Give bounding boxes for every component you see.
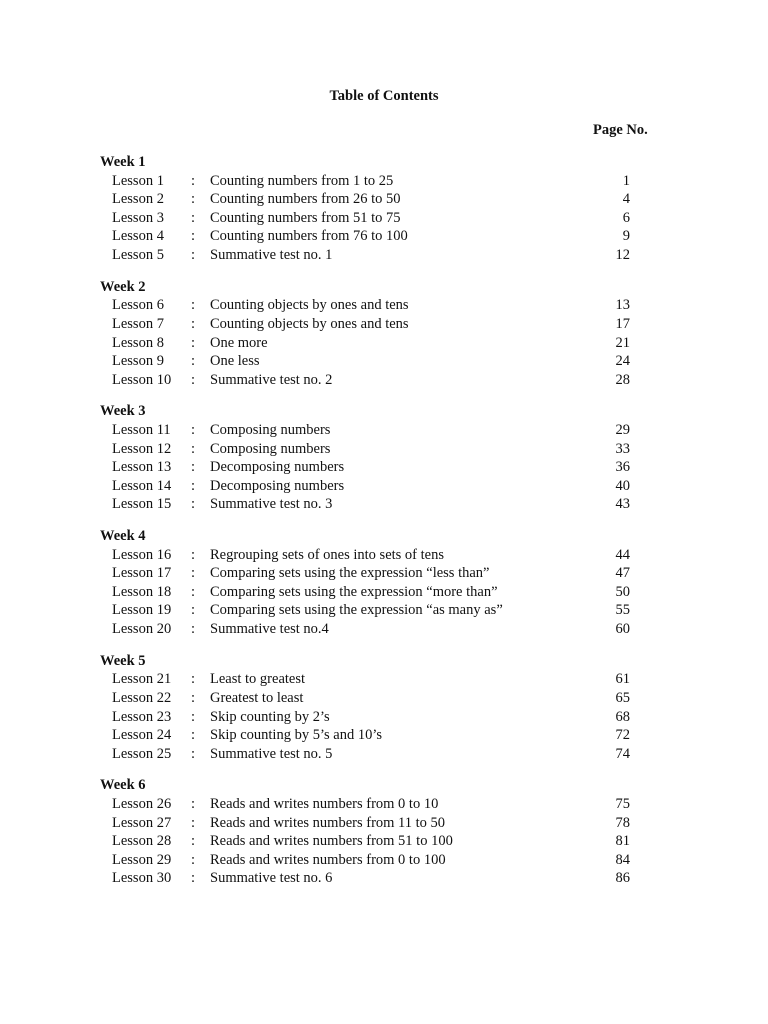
separator: : bbox=[191, 583, 196, 600]
lesson-title: Summative test no. 2 bbox=[210, 371, 333, 388]
lesson-title: Reads and writes numbers from 0 to 10 bbox=[210, 795, 439, 812]
toc-entry bbox=[0, 814, 768, 833]
separator: : bbox=[191, 371, 196, 388]
lesson-title: Comparing sets using the expression “more than” bbox=[210, 583, 498, 600]
lesson-title: Summative test no. 5 bbox=[210, 745, 333, 762]
page-number: 13 bbox=[615, 297, 630, 314]
lesson-title: Decomposing numbers bbox=[210, 477, 345, 494]
separator: : bbox=[191, 191, 196, 208]
separator: : bbox=[191, 228, 196, 245]
separator: : bbox=[191, 565, 196, 582]
lesson-number: Lesson 29 bbox=[112, 851, 172, 868]
lesson-number: Lesson 28 bbox=[112, 833, 172, 850]
lesson-title: Comparing sets using the expression “less than” bbox=[210, 565, 490, 582]
separator: : bbox=[191, 334, 196, 351]
toc-entry bbox=[0, 440, 768, 459]
lesson-title: Counting objects by ones and tens bbox=[210, 315, 409, 332]
lesson-number: Lesson 2 bbox=[112, 191, 164, 208]
page-number: 75 bbox=[615, 795, 630, 812]
separator: : bbox=[191, 745, 196, 762]
lesson-number: Lesson 27 bbox=[112, 814, 172, 831]
toc-entry bbox=[0, 371, 768, 390]
lesson-number: Lesson 30 bbox=[112, 870, 172, 887]
lesson-number: Lesson 4 bbox=[112, 228, 164, 245]
lesson-number: Lesson 26 bbox=[112, 795, 172, 812]
week-heading: Week 2 bbox=[100, 278, 146, 295]
lesson-title: Counting numbers from 76 to 100 bbox=[210, 228, 408, 245]
lesson-title: One less bbox=[210, 353, 260, 370]
separator: : bbox=[191, 602, 196, 619]
lesson-title: Summative test no. 6 bbox=[210, 870, 333, 887]
toc-entry bbox=[0, 246, 768, 265]
week-heading: Week 6 bbox=[100, 777, 146, 794]
separator: : bbox=[191, 477, 196, 494]
page-number: 44 bbox=[615, 546, 630, 563]
page-number: 43 bbox=[615, 496, 630, 513]
page-number: 68 bbox=[615, 708, 630, 725]
lesson-number: Lesson 25 bbox=[112, 745, 172, 762]
lesson-number: Lesson 16 bbox=[112, 546, 172, 563]
lesson-number: Lesson 1 bbox=[112, 172, 164, 189]
separator: : bbox=[191, 297, 196, 314]
week-heading: Week 3 bbox=[100, 403, 146, 420]
page-number: 65 bbox=[615, 689, 630, 706]
separator: : bbox=[191, 870, 196, 887]
toc-entry bbox=[0, 546, 768, 565]
week-section bbox=[0, 402, 768, 514]
separator: : bbox=[191, 795, 196, 812]
lesson-title: Decomposing numbers bbox=[210, 459, 345, 476]
lesson-title: Summative test no. 3 bbox=[210, 496, 333, 513]
lesson-number: Lesson 21 bbox=[112, 671, 172, 688]
page-number: 40 bbox=[615, 477, 630, 494]
week-section bbox=[0, 776, 768, 888]
week-section bbox=[0, 278, 768, 390]
lesson-title: One more bbox=[210, 334, 268, 351]
lesson-number: Lesson 17 bbox=[112, 565, 172, 582]
page-number: 29 bbox=[615, 422, 630, 438]
lesson-title: Reads and writes numbers from 0 to 100 bbox=[210, 851, 446, 868]
toc-entry bbox=[0, 495, 768, 514]
toc-entry bbox=[0, 172, 768, 191]
lesson-title: Reads and writes numbers from 51 to 100 bbox=[210, 833, 453, 850]
page-number: 1 bbox=[622, 172, 630, 189]
lesson-title: Composing numbers bbox=[210, 440, 331, 457]
separator: : bbox=[191, 440, 196, 457]
lesson-number: Lesson 13 bbox=[112, 459, 172, 476]
lesson-title: Counting numbers from 51 to 75 bbox=[210, 209, 401, 226]
page-number: 4 bbox=[622, 191, 630, 208]
separator: : bbox=[191, 172, 196, 189]
page-number: 47 bbox=[615, 565, 630, 582]
toc-entry bbox=[0, 564, 768, 583]
lesson-number: Lesson 3 bbox=[112, 209, 164, 226]
page-number: 33 bbox=[615, 440, 630, 457]
lesson-title: Comparing sets using the expression “as many as” bbox=[210, 602, 503, 619]
toc-entry bbox=[0, 832, 768, 851]
table-of-contents bbox=[0, 153, 768, 901]
page-number: 28 bbox=[615, 371, 630, 388]
page-number: 21 bbox=[615, 334, 630, 351]
lesson-number: Lesson 14 bbox=[112, 477, 172, 494]
lesson-number: Lesson 22 bbox=[112, 689, 172, 706]
toc-entry bbox=[0, 315, 768, 334]
toc-entry bbox=[0, 296, 768, 315]
lesson-number: Lesson 9 bbox=[112, 353, 164, 370]
toc-entry bbox=[0, 851, 768, 870]
separator: : bbox=[191, 459, 196, 476]
separator: : bbox=[191, 851, 196, 868]
page-title: Table of Contents bbox=[329, 88, 439, 104]
lesson-number: Lesson 18 bbox=[112, 583, 172, 600]
lesson-title: Counting objects by ones and tens bbox=[210, 297, 409, 314]
week-section bbox=[0, 527, 768, 639]
lesson-number: Lesson 8 bbox=[112, 334, 164, 351]
separator: : bbox=[191, 689, 196, 706]
lesson-title: Regrouping sets of ones into sets of tens bbox=[210, 546, 444, 563]
week-section bbox=[0, 153, 768, 265]
page-number-column-header: Page No. bbox=[593, 122, 648, 138]
lesson-number: Lesson 5 bbox=[112, 247, 164, 264]
week-section bbox=[0, 652, 768, 764]
toc-entry bbox=[0, 689, 768, 708]
separator: : bbox=[191, 708, 196, 725]
page-number: 61 bbox=[615, 671, 630, 688]
toc-entry bbox=[0, 227, 768, 246]
lesson-title: Counting numbers from 1 to 25 bbox=[210, 172, 394, 189]
page-number: 9 bbox=[622, 228, 630, 245]
separator: : bbox=[191, 422, 196, 438]
separator: : bbox=[191, 353, 196, 370]
lesson-number: Lesson 15 bbox=[112, 496, 172, 513]
toc-entry bbox=[0, 601, 768, 620]
lesson-number: Lesson 19 bbox=[112, 602, 172, 619]
page-number: 84 bbox=[615, 851, 630, 868]
week-heading: Week 5 bbox=[100, 652, 146, 669]
separator: : bbox=[191, 621, 196, 638]
lesson-title: Composing numbers bbox=[210, 422, 331, 438]
toc-entry bbox=[0, 477, 768, 496]
page-number: 24 bbox=[615, 353, 630, 370]
lesson-number: Lesson 7 bbox=[112, 315, 164, 332]
week-heading: Week 1 bbox=[100, 154, 146, 170]
toc-entry bbox=[0, 458, 768, 477]
page-number: 36 bbox=[615, 459, 630, 476]
page-number: 81 bbox=[615, 833, 630, 850]
toc-entry bbox=[0, 670, 768, 689]
lesson-title: Skip counting by 5’s and 10’s bbox=[210, 727, 382, 744]
lesson-title: Counting numbers from 26 to 50 bbox=[210, 191, 401, 208]
page-number: 74 bbox=[615, 745, 630, 762]
page-number: 86 bbox=[615, 870, 630, 887]
toc-entry bbox=[0, 334, 768, 353]
page-number: 55 bbox=[615, 602, 630, 619]
page-number: 12 bbox=[615, 247, 630, 264]
lesson-title: Greatest to least bbox=[210, 689, 304, 706]
toc-entry bbox=[0, 209, 768, 228]
toc-entry bbox=[0, 869, 768, 888]
page-number: 78 bbox=[615, 814, 630, 831]
lesson-number: Lesson 24 bbox=[112, 727, 172, 744]
page-number: 50 bbox=[615, 583, 630, 600]
toc-entry bbox=[0, 745, 768, 764]
separator: : bbox=[191, 496, 196, 513]
lesson-number: Lesson 12 bbox=[112, 440, 172, 457]
lesson-number: Lesson 23 bbox=[112, 708, 172, 725]
lesson-title: Least to greatest bbox=[210, 671, 306, 688]
toc-entry bbox=[0, 421, 768, 440]
lesson-number: Lesson 20 bbox=[112, 621, 172, 638]
lesson-title: Skip counting by 2’s bbox=[210, 708, 330, 725]
toc-entry bbox=[0, 708, 768, 727]
page-number: 72 bbox=[615, 727, 630, 744]
lesson-title: Summative test no. 1 bbox=[210, 247, 333, 264]
toc-entry bbox=[0, 620, 768, 639]
toc-entry bbox=[0, 190, 768, 209]
separator: : bbox=[191, 814, 196, 831]
page-number: 17 bbox=[615, 315, 630, 332]
week-heading: Week 4 bbox=[100, 527, 146, 544]
separator: : bbox=[191, 247, 196, 264]
lesson-number: Lesson 10 bbox=[112, 371, 172, 388]
lesson-number: Lesson 6 bbox=[112, 297, 164, 314]
separator: : bbox=[191, 833, 196, 850]
separator: : bbox=[191, 671, 196, 688]
lesson-title: Summative test no.4 bbox=[210, 621, 329, 638]
separator: : bbox=[191, 727, 196, 744]
separator: : bbox=[191, 546, 196, 563]
toc-entry bbox=[0, 352, 768, 371]
lesson-number: Lesson 11 bbox=[112, 422, 171, 438]
toc-entry bbox=[0, 583, 768, 602]
separator: : bbox=[191, 315, 196, 332]
lesson-title: Reads and writes numbers from 11 to 50 bbox=[210, 814, 446, 831]
toc-entry bbox=[0, 726, 768, 745]
toc-entry bbox=[0, 795, 768, 814]
separator: : bbox=[191, 209, 196, 226]
page-number: 60 bbox=[615, 621, 630, 638]
page-number: 6 bbox=[622, 209, 630, 226]
